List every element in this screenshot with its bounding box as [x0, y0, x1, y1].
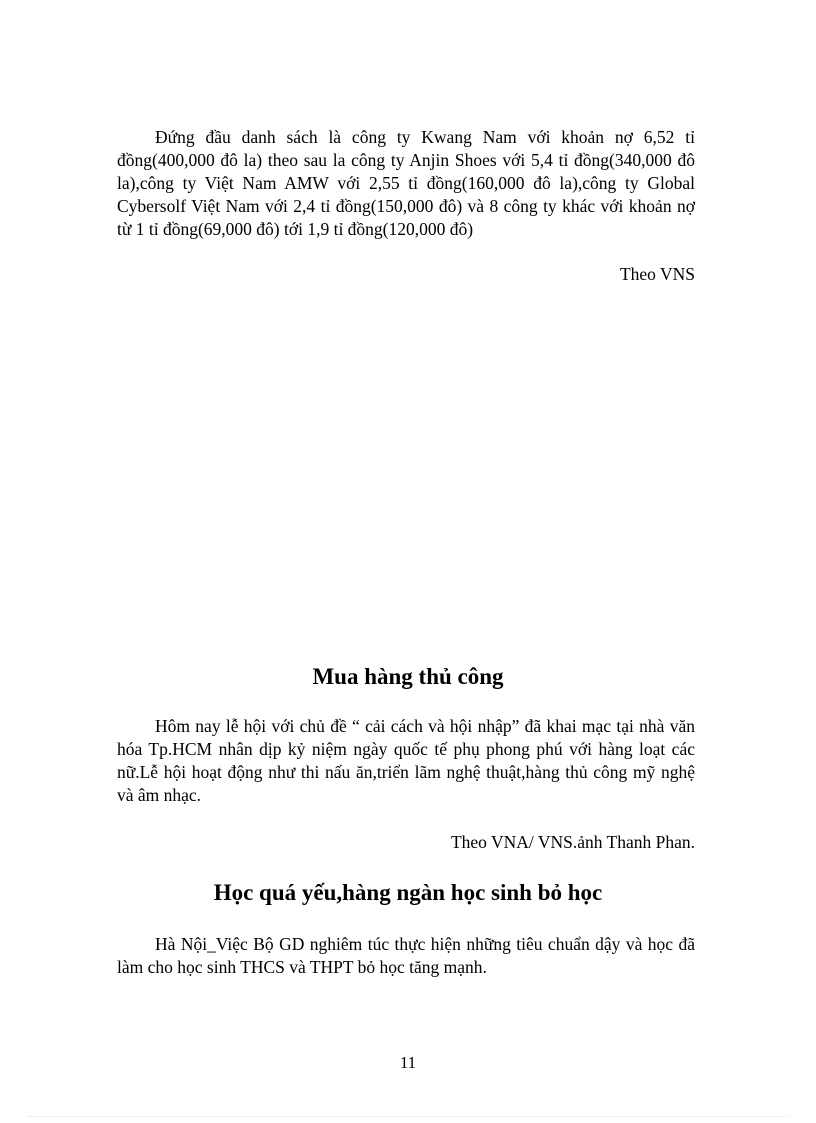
- article-handicraft-title: Mua hàng thủ công: [312, 664, 504, 689]
- article-handicraft-credit: Theo VNA/ VNS.ảnh Thanh Phan.: [450, 832, 695, 852]
- page-bottom-divider: [28, 1116, 788, 1117]
- article-dropout-title: Học quá yếu,hàng ngàn học sinh bỏ học: [213, 880, 603, 905]
- article-debt-credit: Theo VNS: [619, 264, 695, 284]
- article-handicraft-paragraph: Hôm nay lễ hội với chủ đề “ cải cách và hội nhập” đã khai mạc tại nhà văn hóa Tp.HCM nhân dịp kỷ niệm ngày quốc tế phụ phong phú với hàng loạt các nữ.Lễ hội hoạt động như thi nấu ăn,triển lãm nghệ thuật,hàng thủ công mỹ nghệ và âm nhạc.: [117, 716, 695, 805]
- article-debt-paragraph: Đứng đầu danh sách là công ty Kwang Nam với khoản nợ 6,52 tỉ đồng(400,000 đô la) theo sau la công ty Anjin Shoes với 5,4 tỉ đồng(340,000 đô la),công ty Việt Nam AMW với 2,55 tỉ đồng(160,000 đô la),công ty Global Cybersolf Việt Nam với 2,4 tỉ đồng(150,000 đô) và 8 công ty khác với khoản nợ từ 1 tỉ đồng(69,000 đô) tới 1,9 tỉ đồng(120,000 đô): [117, 127, 695, 239]
- page-number: 11: [399, 1053, 417, 1072]
- article-dropout-paragraph: Hà Nội_Việc Bộ GD nghiêm túc thực hiện những tiêu chuẩn dậy và học đã làm cho học sinh THCS và THPT bỏ học tăng mạnh.: [117, 934, 695, 977]
